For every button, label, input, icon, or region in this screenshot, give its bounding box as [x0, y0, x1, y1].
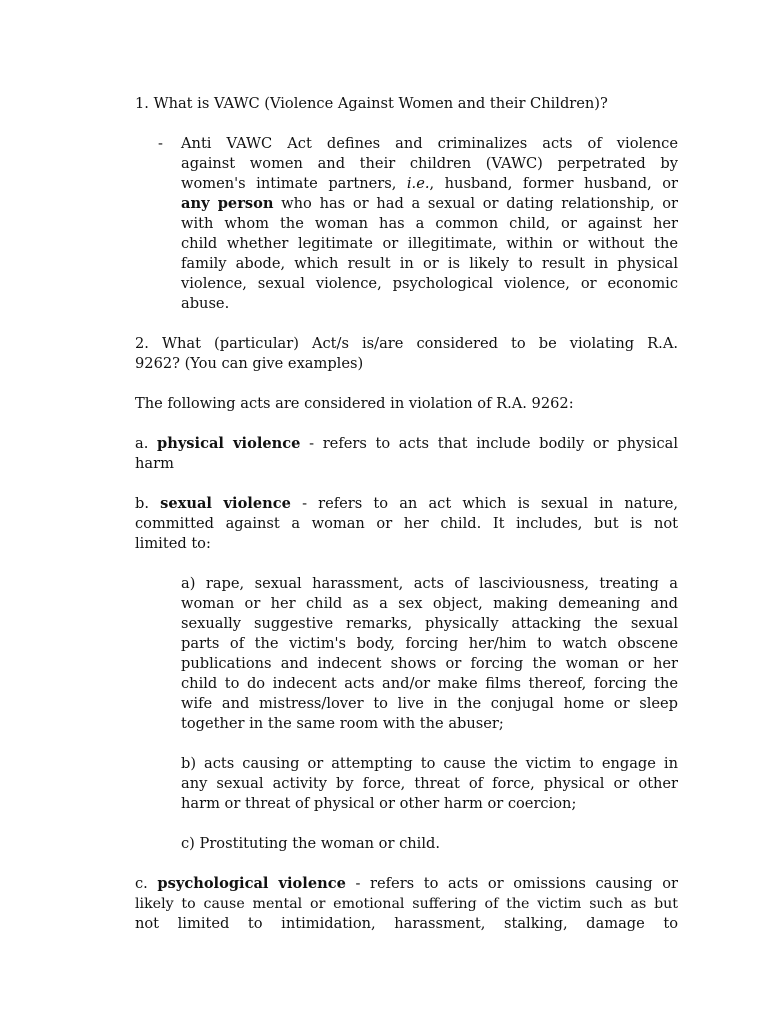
item-b-line: committed against a woman or her child. It includes, but is not [135, 515, 678, 532]
answer-1-line: any person who has or had a sexual or dating relationship, or [181, 195, 678, 212]
answer-1-line: family abode, which result in or is likely to result in physical [181, 255, 678, 272]
item-c-line: not limited to intimidation, harassment, stalking, damage to [135, 915, 678, 932]
subitem-b-line: any sexual activity by force, threat of force, physical or other [181, 775, 678, 792]
subitem-a-line: woman or her child as a sex object, making demeaning and [181, 595, 678, 612]
question-2-title: 9262? (You can give examples) [135, 355, 364, 372]
answer-1-line: violence, sexual violence, psychological violence, or economic [181, 275, 678, 292]
subitem-a-line: parts of the victim's body, forcing her/him to watch obscene [181, 635, 678, 652]
subitem-a-line: child to do indecent acts and/or make films thereof, forcing the [181, 675, 678, 692]
list-bullet: - [158, 135, 163, 152]
subitem-a-line: publications and indecent shows or forcing the woman or her [181, 655, 678, 672]
item-c-line: likely to cause mental or emotional suffering of the victim such as but [135, 896, 678, 912]
answer-1-line: women's intimate partners, i.e., husband, former husband, or [181, 175, 679, 192]
item-c-psychological-violence: c. psychological violence - refers to acts or omissions causing or [135, 875, 678, 892]
intro-text: The following acts are considered in violation of R.A. 9262: [135, 395, 574, 412]
question-2-title: 2. What (particular) Act/s is/are considered to be violating R.A. [135, 335, 678, 352]
subitem-a-line: wife and mistress/lover to live in the conjugal home or sleep [181, 695, 678, 712]
item-b-line: limited to: [135, 535, 211, 552]
term-physical-violence: physical violence [157, 435, 301, 452]
subitem-a-line: together in the same room with the abuser; [181, 715, 504, 732]
answer-1-line: child whether legitimate or illegitimate, within or without the [181, 235, 678, 252]
item-b-sexual-violence: b. sexual violence - refers to an act which is sexual in nature, [135, 495, 679, 512]
answer-1-line: Anti VAWC Act defines and criminalizes acts of violence [181, 135, 678, 152]
subitem-b-line: b) acts causing or attempting to cause the victim to engage in [181, 755, 678, 772]
ie-abbreviation: i.e. [406, 175, 430, 192]
answer-1-line: abuse. [181, 295, 230, 312]
any-person-term: any person [181, 195, 274, 212]
answer-1-line: with whom the woman has a common child, or against her [181, 215, 678, 232]
subitem-b-line: harm or threat of physical or other harm or coercion; [181, 795, 577, 812]
subitem-a-line: sexually suggestive remarks, physically attacking the sexual [181, 615, 678, 632]
subitem-a-line: a) rape, sexual harassment, acts of lasciviousness, treating a [181, 575, 678, 592]
term-psychological-violence: psychological violence [157, 875, 346, 892]
answer-1-line: against women and their children (VAWC) perpetrated by [181, 155, 678, 172]
item-a-physical-violence: a. physical violence - refers to acts that include bodily or physical [135, 435, 678, 452]
item-a-line: harm [135, 455, 174, 472]
term-sexual-violence: sexual violence [160, 495, 291, 512]
subitem-c-line: c) Prostituting the woman or child. [181, 835, 440, 852]
question-1-title: 1. What is VAWC (Violence Against Women and their Children)? [135, 95, 608, 112]
